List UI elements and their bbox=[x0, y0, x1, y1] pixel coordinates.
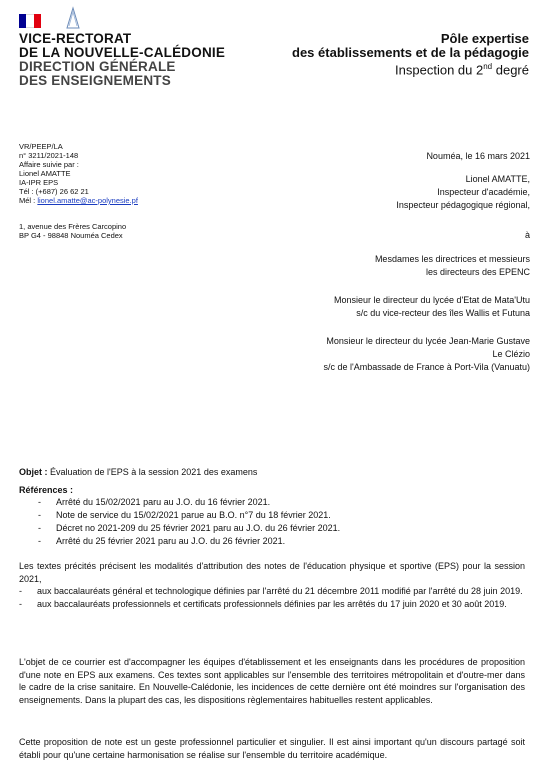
ref-role: IA-IPR EPS bbox=[19, 178, 59, 187]
ref-mail-line: Mél : lionel.amatte@ac-polynesie.pf bbox=[19, 196, 138, 205]
pole-line-3: Inspection du 2nd degré bbox=[395, 62, 529, 78]
recipient-3-line-2: Le Clézio bbox=[492, 349, 530, 359]
org-line-1: VICE-RECTORAT bbox=[19, 31, 132, 46]
sender-title-2: Inspecteur pédagogique régional, bbox=[396, 200, 530, 210]
sender-block bbox=[396, 173, 530, 212]
org-line-4: DES ENSEIGNEMENTS bbox=[19, 73, 171, 88]
recipient-3-line-3: s/c de l'Ambassade de France à Port-Vila (Vanuatu) bbox=[323, 362, 530, 372]
reference-block bbox=[19, 142, 199, 205]
pole-line-1: Pôle expertise bbox=[440, 31, 529, 46]
to-label: à bbox=[524, 230, 530, 240]
email-link[interactable]: lionel.amatte@ac-polynesie.pf bbox=[37, 196, 138, 205]
list-item: - Arrêté du 25 février 2021 paru au J.O. du 26 février 2021. bbox=[38, 536, 286, 546]
address-block bbox=[19, 222, 219, 240]
paragraph-1-bullet-2: - aux baccalauréats professionnels et certificats professionnels définies par les arrêtés du 17 juin 2020 et 30 août 2019. bbox=[19, 598, 507, 609]
recipient-1 bbox=[375, 253, 530, 279]
pole-line-2: des établissements et de la pédagogie bbox=[292, 45, 529, 60]
pole-heading bbox=[229, 32, 529, 77]
references-title: Références : bbox=[19, 485, 74, 495]
objet-text: Évaluation de l'EPS à la session 2021 des examens bbox=[50, 467, 258, 477]
vice-rectorat-emblem-logo bbox=[64, 6, 82, 30]
paragraph-1-bullet-1: - aux baccalauréats général et technologique définies par l'arrêté du 21 décembre 2011 modifié par l'arrêté du 28 juin 2019. bbox=[19, 586, 523, 596]
recipient-1-line-2: les directeurs des EPENC bbox=[425, 267, 530, 277]
ref-followed-by: Affaire suivie par : bbox=[19, 160, 79, 169]
sender-name: Lionel AMATTE, bbox=[465, 174, 530, 184]
paragraph-1-text: Les textes précités précisent les modalités d'attribution des notes de l'éducation physique et sportive (EPS) pour la session 2021, bbox=[19, 561, 525, 584]
recipient-3-line-1: Monsieur le directeur du lycée Jean-Marie Gustave bbox=[326, 336, 530, 346]
recipient-2-line-1: Monsieur le directeur du lycée d'Etat de Mata'Utu bbox=[333, 295, 530, 305]
place-date: Nouméa, le 16 mars 2021 bbox=[426, 151, 530, 161]
paragraph-2: L'objet de ce courrier est d'accompagner les équipes d'établissement et les enseignants dans les procédures de proposition d'une note en EPS aux examens. Ces textes sont applicables sur l'ensemble des territoires métropolitain et d'outre-mer dans le cadre de la crise sanitaire. En Nouvelle-Calédonie, les incidences de cette dernière ont été moindres sur l'organisation des enseignements. Dans la plupart des cas, les dispositions règlementaires habituelles restent applicables. bbox=[19, 657, 525, 705]
paragraph-3: Cette proposition de note est un geste professionnel particulier et singulier. Il est ainsi important qu'un discours partagé soit établi pour qu'une certaine harmonisation se réalise sur l'ensemble du territoire académique. bbox=[19, 737, 525, 760]
recipient-3 bbox=[324, 335, 531, 374]
recipient-1-line-1: Mesdames les directrices et messieurs bbox=[374, 254, 530, 264]
ref-code: VR/PEEP/LA bbox=[19, 142, 63, 151]
list-item: - Arrêté du 15/02/2021 paru au J.O. du 16 février 2021. bbox=[38, 497, 271, 507]
address-line-2: BP G4 - 98848 Nouméa Cedex bbox=[19, 231, 123, 240]
list-item: - Note de service du 15/02/2021 parue au B.O. n°7 du 18 février 2021. bbox=[38, 510, 331, 520]
objet-label: Objet : bbox=[19, 467, 50, 477]
references-list bbox=[38, 496, 518, 548]
recipient-2 bbox=[334, 294, 530, 320]
ref-tel: Tél : (+687) 26 62 21 bbox=[19, 187, 89, 196]
address-line-1: 1, avenue des Frères Carcopino bbox=[19, 222, 127, 231]
recipient-2-line-2: s/c du vice-recteur des îles Wallis et Futuna bbox=[356, 308, 530, 318]
org-line-3: DIRECTION GÉNÉRALE bbox=[19, 59, 176, 74]
objet-line bbox=[19, 466, 519, 479]
ref-number: n° 3211/2021-148 bbox=[19, 151, 79, 160]
sender-title-1: Inspecteur d'académie, bbox=[437, 187, 530, 197]
republique-francaise-flag-logo bbox=[19, 14, 41, 28]
list-item: - Décret no 2021-209 du 25 février 2021 paru au J.O. du 26 février 2021. bbox=[38, 523, 341, 533]
paragraph-1 bbox=[19, 560, 525, 610]
organisation-name bbox=[19, 32, 249, 88]
org-line-2: DE LA NOUVELLE-CALÉDONIE bbox=[19, 45, 226, 60]
ref-name: Lionel AMATTE bbox=[19, 169, 71, 178]
